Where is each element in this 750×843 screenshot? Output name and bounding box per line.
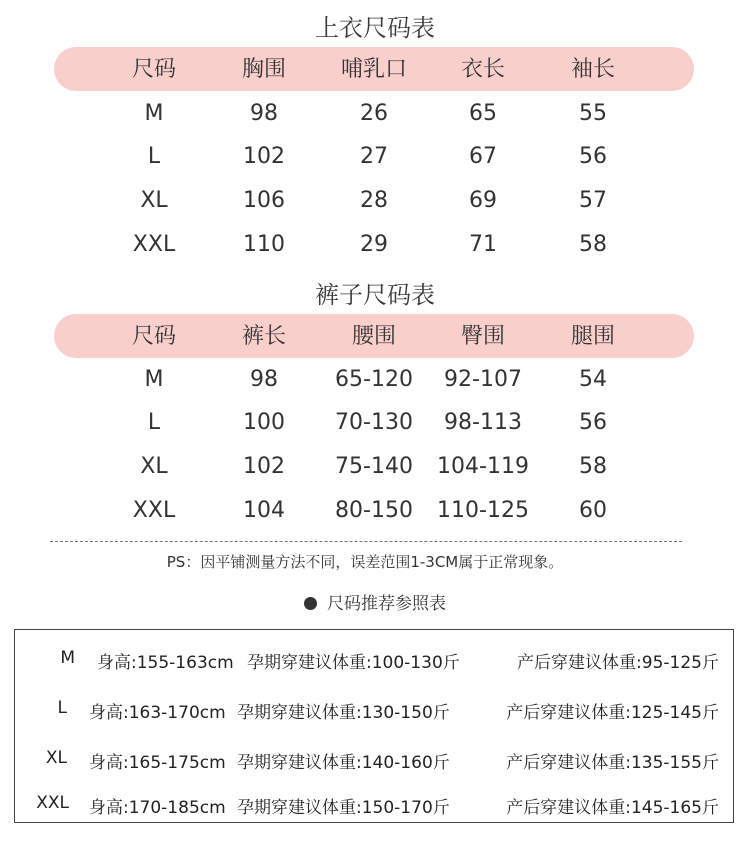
top-table-cell: 57 <box>579 188 607 213</box>
recommend-pregnant-weight: 孕期穿建议体重:140-160斤 <box>237 753 450 773</box>
pants-table-cell: 60 <box>579 498 607 523</box>
recommend-pregnant-weight: 孕期穿建议体重:130-150斤 <box>237 703 450 723</box>
recommend-height: 身高:163-170cm <box>89 703 226 723</box>
recommend-title: 尺码推荐参照表 <box>327 594 446 614</box>
recommend-size: XXL <box>36 793 69 813</box>
pants-table-cell: 75-140 <box>335 454 413 479</box>
top-table-cell: 71 <box>469 232 497 257</box>
recommend-postpartum-weight: 产后穿建议体重:125-145斤 <box>506 703 719 723</box>
recommend-pregnant-weight: 孕期穿建议体重:100-130斤 <box>247 653 460 673</box>
top-header-cell: 哺乳口 <box>340 57 407 82</box>
top-table-cell: 58 <box>579 232 607 257</box>
top-table-cell: 55 <box>579 101 607 126</box>
top-table-cell: 26 <box>360 101 388 126</box>
pants-table-cell: 104-119 <box>437 454 529 479</box>
top-table-cell: 28 <box>360 188 388 213</box>
recommend-size: M <box>60 648 75 668</box>
pants-table-title: 裤子尺码表 <box>315 281 435 309</box>
recommend-height: 身高:170-185cm <box>89 798 226 818</box>
top-table-cell: 69 <box>469 188 497 213</box>
pants-table-cell: 70-130 <box>335 410 413 435</box>
recommend-height: 身高:165-175cm <box>89 753 226 773</box>
pants-table-cell: 104 <box>243 498 285 523</box>
pants-table-cell: L <box>147 410 161 435</box>
pants-table-cell: 110-125 <box>437 498 529 523</box>
top-table-cell: 27 <box>360 144 388 169</box>
top-table-cell: M <box>144 101 164 126</box>
top-table-cell: 110 <box>243 232 285 257</box>
top-table-cell: 67 <box>469 144 497 169</box>
pants-table-cell: 100 <box>243 410 285 435</box>
pants-table-cell: 56 <box>579 410 607 435</box>
pants-table-cell: 58 <box>579 454 607 479</box>
pants-table-cell: 92-107 <box>444 367 522 392</box>
recommend-postpartum-weight: 产后穿建议体重:135-155斤 <box>506 753 719 773</box>
pants-table-cell: 80-150 <box>335 498 413 523</box>
pants-header-cell: 裤长 <box>241 324 286 349</box>
top-table-cell: 106 <box>243 188 285 213</box>
top-header-cell: 衣长 <box>460 57 505 82</box>
recommend-heading <box>0 589 750 614</box>
pants-table-cell: XXL <box>132 498 176 523</box>
recommend-height: 身高:155-163cm <box>97 653 234 673</box>
pants-header-cell: 腰围 <box>351 324 396 349</box>
pants-table-cell: 102 <box>243 454 285 479</box>
recommend-size: L <box>57 698 67 718</box>
recommend-size: XL <box>45 748 67 768</box>
pants-table-cell: 98-113 <box>444 410 522 435</box>
measurement-note: PS：因平铺测量方法不同，误差范围1-3CM属于正常现象。 <box>166 553 564 571</box>
bullet-icon <box>304 597 317 610</box>
top-table-cell: 65 <box>469 101 497 126</box>
top-header-cell: 胸围 <box>241 57 286 82</box>
top-table-cell: L <box>147 144 161 169</box>
pants-header-cell: 尺码 <box>131 324 176 349</box>
pants-header-cell: 臀围 <box>460 324 505 349</box>
pants-table-cell: XL <box>140 454 168 479</box>
dashed-divider <box>50 541 682 542</box>
recommend-table <box>14 629 734 823</box>
top-table-cell: 98 <box>250 101 278 126</box>
pants-table-cell: M <box>144 367 164 392</box>
recommend-pregnant-weight: 孕期穿建议体重:150-170斤 <box>237 798 450 818</box>
top-table-cell: XL <box>140 188 168 213</box>
top-table-cell: 29 <box>360 232 388 257</box>
pants-table-cell: 65-120 <box>335 367 413 392</box>
pants-table-cell: 54 <box>579 367 607 392</box>
recommend-postpartum-weight: 产后穿建议体重:145-165斤 <box>506 798 719 818</box>
pants-header-cell: 腿围 <box>570 324 615 349</box>
recommend-postpartum-weight: 产后穿建议体重:95-125斤 <box>517 653 719 673</box>
top-header-cell: 尺码 <box>131 57 176 82</box>
pants-table-cell: 98 <box>250 367 278 392</box>
top-table-cell: 102 <box>243 144 285 169</box>
top-table-cell: 56 <box>579 144 607 169</box>
top-table-title: 上衣尺码表 <box>315 14 435 42</box>
top-table-cell: XXL <box>132 232 176 257</box>
top-header-cell: 袖长 <box>570 57 615 82</box>
